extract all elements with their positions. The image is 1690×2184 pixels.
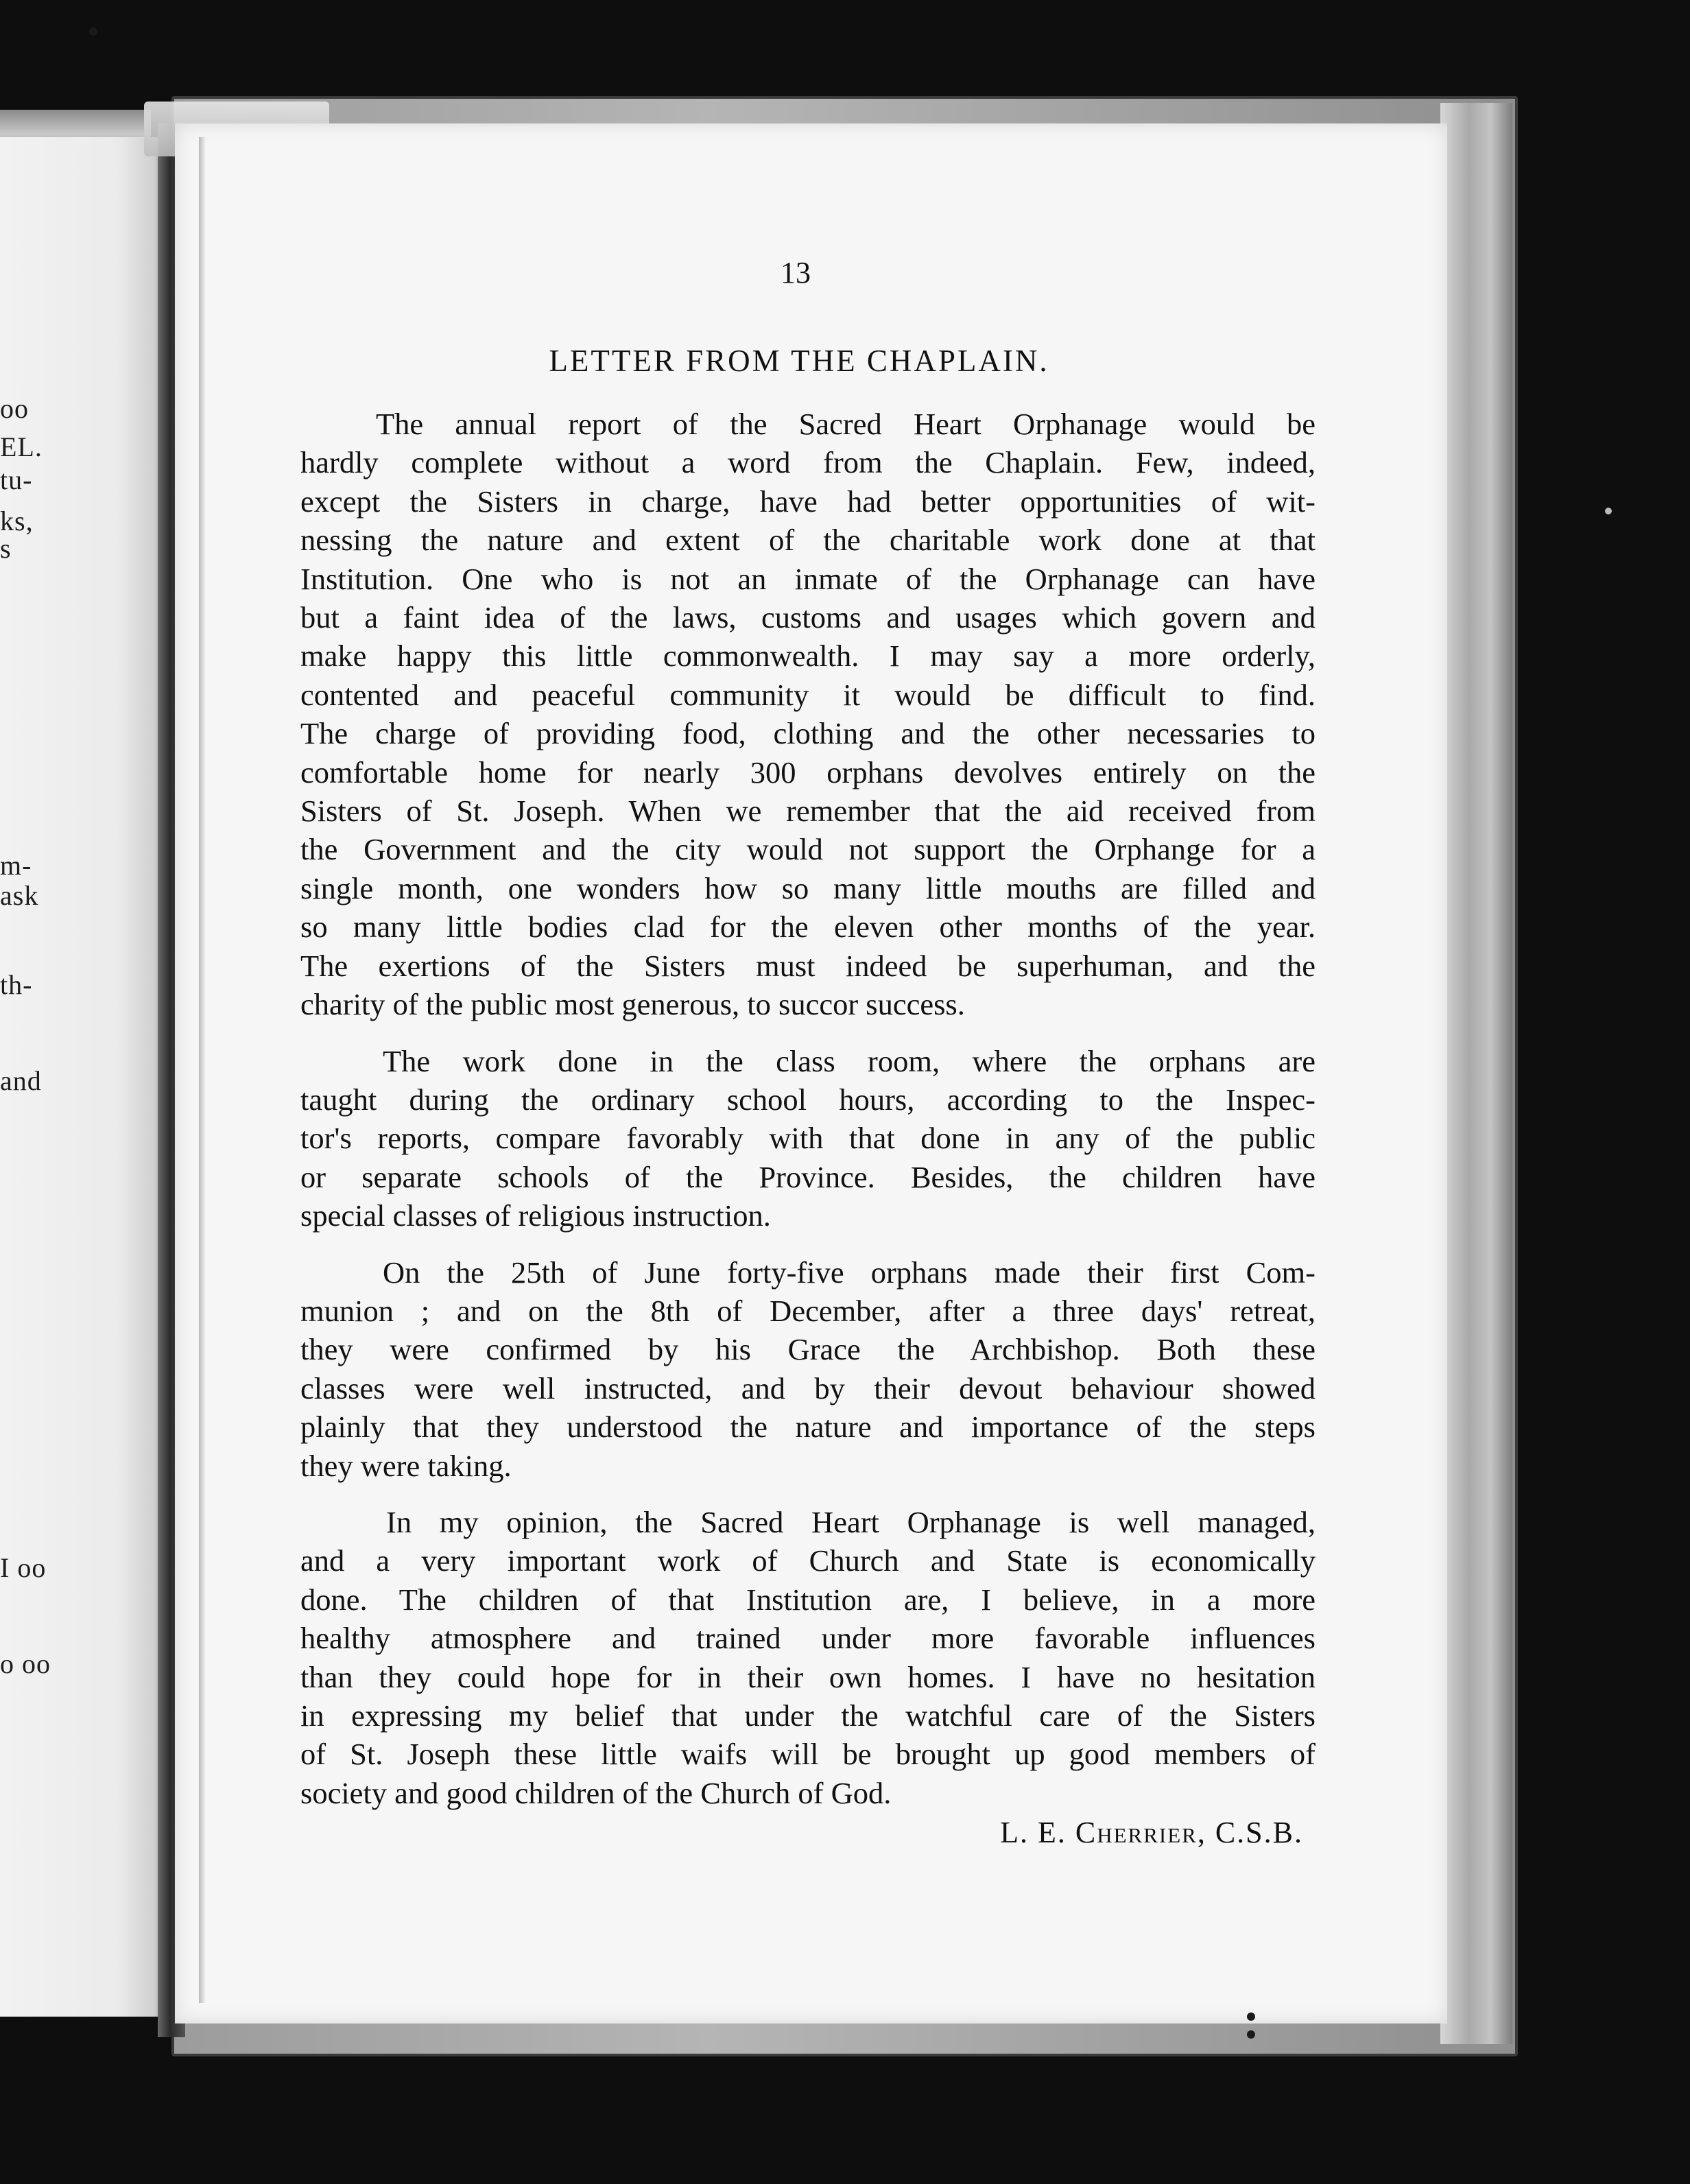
text-line: On the 25th of June forty-five orphans made their first Com-	[383, 1255, 1316, 1290]
text-line: charity of the public most generous, to succor success.	[300, 987, 965, 1022]
text-line: nessing the nature and extent of the charitable work done at that	[300, 523, 1316, 558]
text-line: in expressing my belief that under the watchful care of the Sisters	[300, 1698, 1316, 1733]
text-line: of St. Joseph these little waifs will be brought up good members of	[300, 1737, 1316, 1772]
left-page-fragment: s	[0, 533, 12, 564]
paragraph-2	[300, 1042, 1316, 1235]
text-line: healthy atmosphere and trained under more favorable influences	[300, 1621, 1316, 1656]
text-line: so many little bodies clad for the eleven other months of the year.	[300, 910, 1316, 945]
page-number: 13	[781, 256, 811, 289]
left-page-fragment: EL.	[0, 431, 43, 462]
previous-page-fragment	[0, 137, 168, 2017]
left-page-fragment: ask	[0, 880, 39, 911]
left-page-fragment: th-	[0, 969, 33, 1000]
paragraph-3	[300, 1253, 1316, 1485]
text-line: The charge of providing food, clothing and the other necessaries to	[300, 716, 1316, 751]
left-page-fragment: o oo	[0, 1648, 51, 1679]
text-line: In my opinion, the Sacred Heart Orphanage is well managed,	[386, 1504, 1316, 1539]
text-line: make happy this little commonwealth. I may say a more orderly,	[300, 639, 1316, 674]
text-line: they were confirmed by his Grace the Archbishop. Both these	[300, 1332, 1316, 1367]
paragraph-4	[300, 1503, 1316, 1812]
text-line: hardly complete without a word from the Chaplain. Few, indeed,	[300, 445, 1316, 480]
text-line: than they could hope for in their own homes. I have no hesitation	[300, 1659, 1316, 1694]
scan-speck	[1247, 2013, 1255, 2021]
paragraph-1	[300, 405, 1316, 1024]
text-line: The work done in the class room, where the orphans are	[383, 1043, 1316, 1078]
text-line: single month, one wonders how so many little mouths are filled and	[300, 870, 1316, 905]
text-line: Institution. One who is not an inmate of the Orphanage can have	[300, 561, 1316, 596]
text-line: The annual report of the Sacred Heart Orphanage would be	[376, 407, 1316, 441]
signature: L. E. Cherrier, C.S.B.	[1000, 1816, 1303, 1849]
text-line: The exertions of the Sisters must indeed be superhuman, and the	[300, 948, 1316, 983]
text-line: the Government and the city would not support the Orphange for a	[300, 832, 1316, 867]
scan-speck	[1605, 508, 1612, 514]
text-line: they were taking.	[300, 1448, 512, 1483]
page-shadow	[199, 137, 206, 2003]
text-line: except the Sisters in charge, have had better opportunities of wit-	[300, 484, 1316, 519]
text-line: but a faint idea of the laws, customs and usages which govern and	[300, 600, 1316, 635]
scan-speck	[1247, 2030, 1255, 2039]
left-page-fragment: m-	[0, 850, 32, 881]
letter-body	[300, 405, 1316, 1812]
text-line: taught during the ordinary school hours, according to the Inspec-	[300, 1082, 1316, 1117]
left-page-fragment: and	[0, 1065, 42, 1096]
text-line: comfortable home for nearly 300 orphans devolves entirely on the	[300, 755, 1316, 790]
letter-title: LETTER FROM THE CHAPLAIN.	[549, 344, 1049, 378]
text-line: done. The children of that Institution are, I believe, in a more	[300, 1582, 1316, 1617]
text-line: plainly that they understood the nature and importance of the steps	[300, 1410, 1316, 1445]
scan-speck	[89, 27, 97, 36]
text-line: and a very important work of Church and State is economically	[300, 1543, 1316, 1578]
text-line: contented and peaceful community it would be difficult to find.	[300, 677, 1316, 712]
text-line: special classes of religious instruction.	[300, 1198, 771, 1233]
text-line: or separate schools of the Province. Besides, the children have	[300, 1159, 1316, 1194]
left-page-fragment: tu-	[0, 464, 33, 495]
text-line: tor's reports, compare favorably with that done in any of the public	[300, 1121, 1316, 1156]
left-page-fragment: ks,	[0, 506, 34, 536]
text-line: society and good children of the Church of God.	[300, 1775, 892, 1810]
left-page-fragment: I oo	[0, 1552, 47, 1583]
left-page-fragment: oo	[0, 393, 29, 424]
text-line: Sisters of St. Joseph. When we remember that the aid received from	[300, 794, 1316, 829]
text-line: classes were well instructed, and by their devout behaviour showed	[300, 1370, 1316, 1405]
cover-edge	[1440, 103, 1512, 2044]
text-line: munion ; and on the 8th of December, after a three days' retreat,	[300, 1293, 1316, 1328]
